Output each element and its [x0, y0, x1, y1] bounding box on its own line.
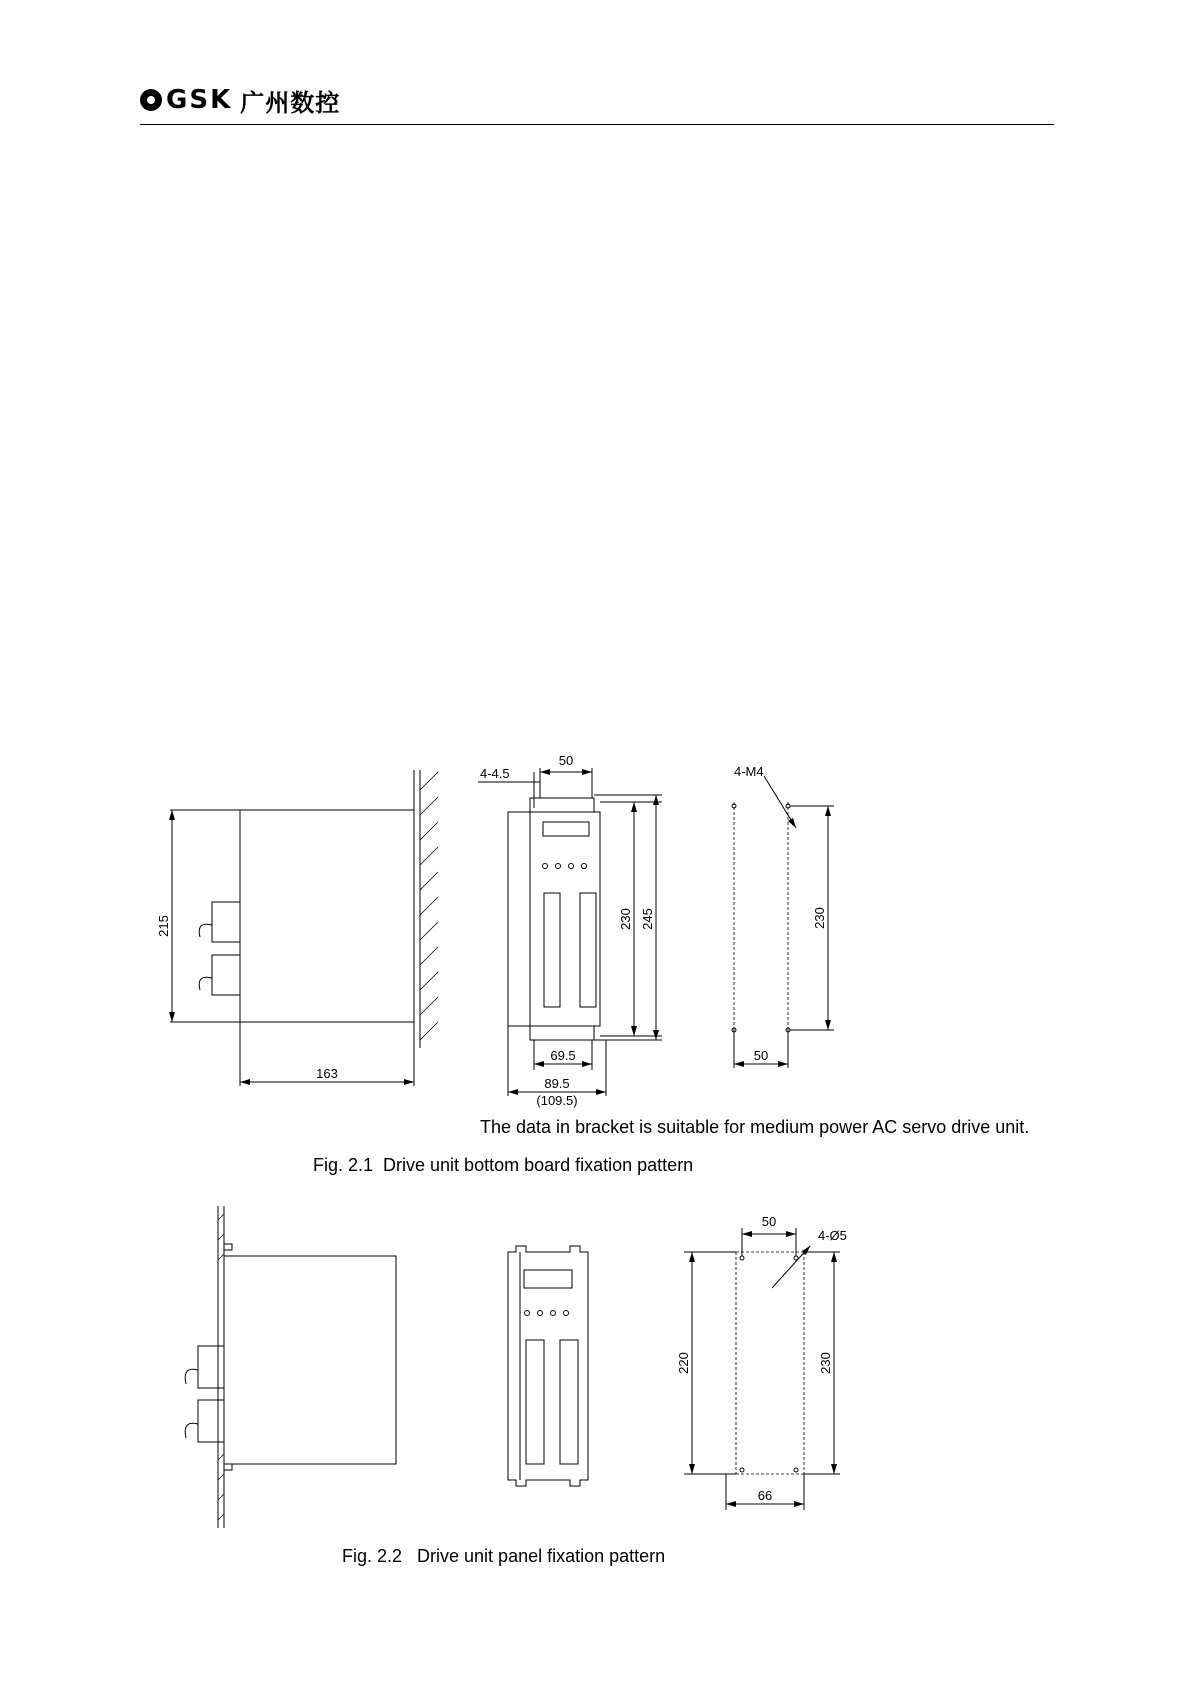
figure-2-1-caption: Fig. 2.1 Drive unit bottom board fixation pattern [313, 1155, 694, 1175]
dim-label: 215 [156, 915, 171, 937]
display-window [524, 1270, 572, 1288]
brand-logo-text: GSK [166, 85, 233, 115]
side-view-body [224, 1256, 396, 1464]
dim-label: 163 [316, 1066, 338, 1081]
dim-label: 230 [618, 908, 633, 930]
dim-label: 245 [640, 908, 655, 930]
dim-label: 230 [818, 1352, 833, 1374]
dim-label: 66 [757, 1488, 773, 1503]
dim-label: 4-4.5 [480, 766, 510, 781]
figure-2-2-caption: Fig. 2.2 Drive unit panel fixation pattern [342, 1546, 666, 1566]
brand-chinese-name: 广州数控 [240, 88, 341, 117]
dim-label: 4-Ø5 [818, 1228, 847, 1243]
dim-label: 89.5 [544, 1076, 570, 1091]
dim-label: 220 [676, 1352, 691, 1374]
dim-label: 69.5 [550, 1048, 576, 1063]
dim-label: (109.5) [536, 1093, 578, 1108]
dim-label: 4-M4 [734, 764, 764, 779]
dim-label: 50 [753, 1048, 769, 1063]
dim-label: 50 [558, 753, 574, 768]
figure-2-1-note: The data in bracket is suitable for medium power AC servo drive unit. [480, 1117, 1030, 1137]
dim-label: 50 [761, 1214, 777, 1229]
dim-label: 230 [812, 907, 827, 929]
